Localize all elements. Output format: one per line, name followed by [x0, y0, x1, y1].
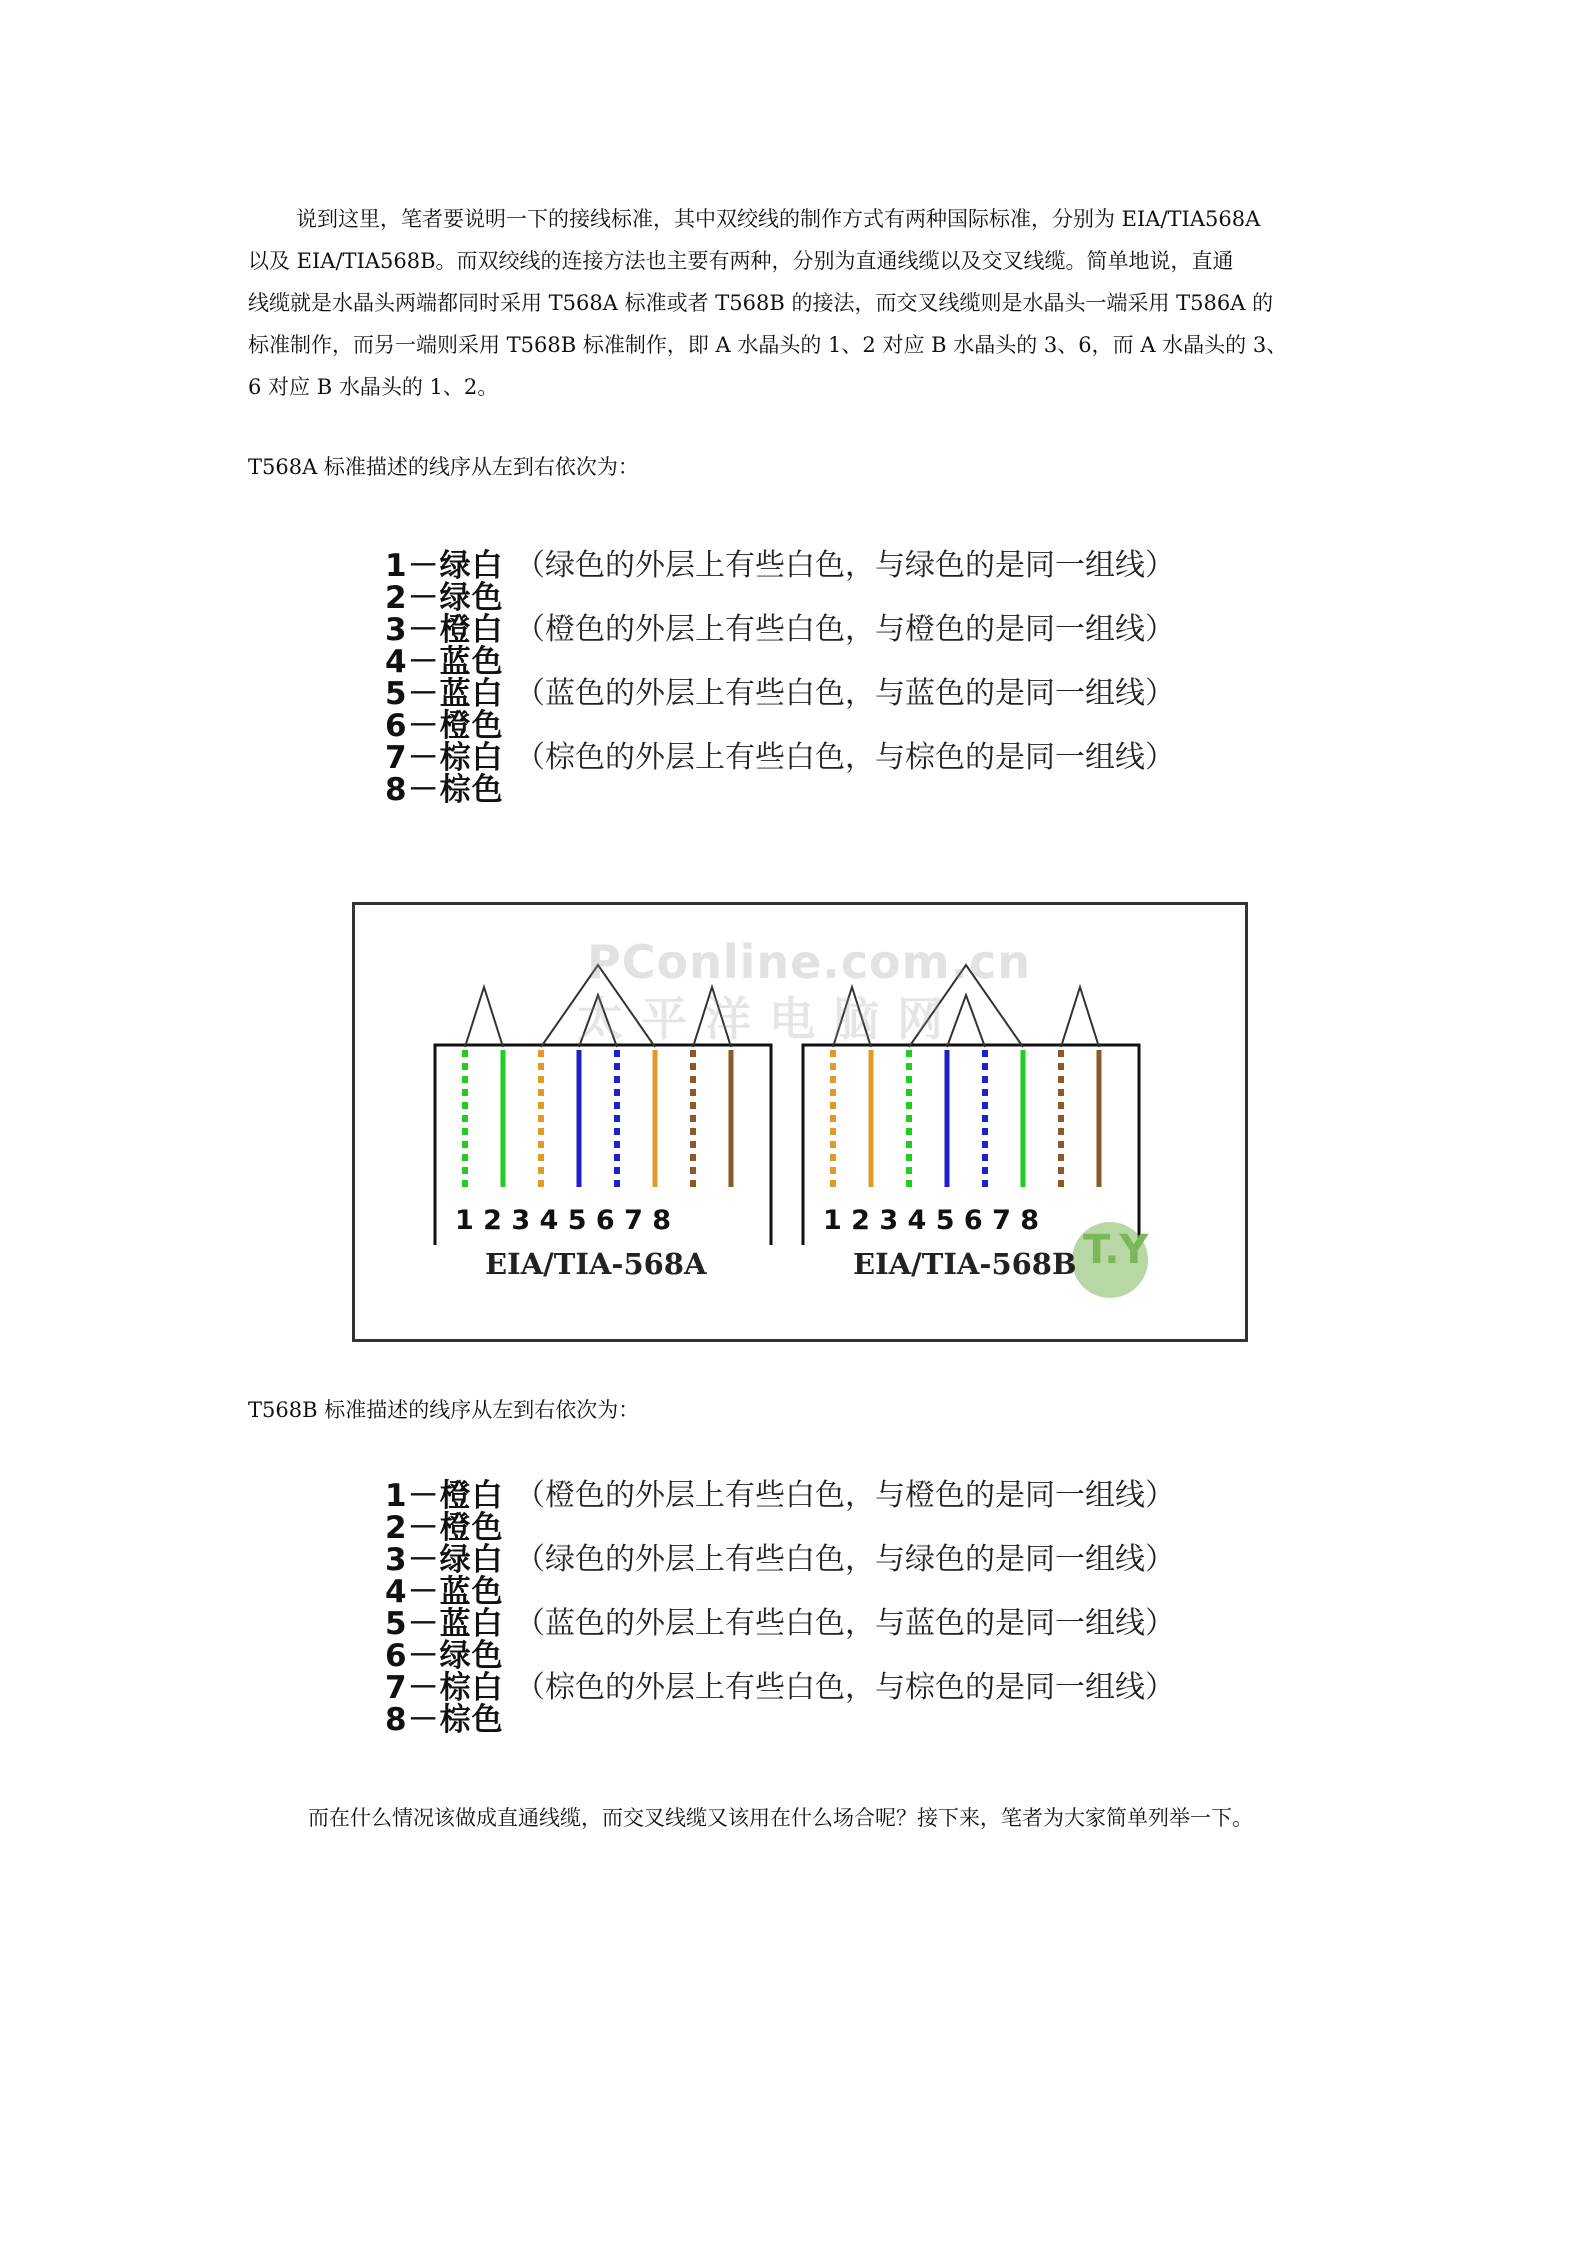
wire-row: [385, 1480, 1215, 1512]
wire-row: [385, 1576, 1215, 1608]
wire-desc: （棕色的外层上有些白色，与棕色的是同一组线）: [515, 740, 1175, 775]
wire-row: [385, 742, 1215, 774]
wire-row: [385, 582, 1215, 614]
wire-row: [385, 614, 1215, 646]
wire-row: [385, 1672, 1215, 1704]
label-568b: EIA/TIA-568B: [853, 1247, 1077, 1281]
wire-row: [385, 550, 1215, 582]
intro-line: 说到这里，笔者要说明一下的接线标准，其中双绞线的制作方式有两种国际标准，分别为 EIA/TIA568A: [296, 207, 1261, 231]
intro-line: 6 对应 B 水晶头的 1、2。: [248, 375, 499, 399]
wire-code: 2－绿色: [385, 580, 504, 616]
wire-code: 7－棕白: [385, 1670, 504, 1706]
label-568a: EIA/TIA-568A: [485, 1247, 707, 1281]
watermark-cn: 太平洋电脑网: [577, 992, 961, 1046]
pair-triangle: [1061, 987, 1099, 1047]
wire-desc: （橙色的外层上有些白色，与橙色的是同一组线）: [515, 612, 1175, 647]
watermark: PConline.com.cn: [587, 935, 1032, 989]
wire-row: [385, 710, 1215, 742]
wire-code: 2－橙色: [385, 1510, 504, 1546]
wire-desc: （蓝色的外层上有些白色，与蓝色的是同一组线）: [515, 1606, 1175, 1641]
wire-row: [385, 774, 1215, 806]
ty-logo: T.Y: [1083, 1227, 1149, 1273]
wire-code: 5－蓝白: [385, 1606, 504, 1642]
wiring-diagram: [352, 902, 1248, 1342]
wire-code: 4－蓝色: [385, 644, 504, 680]
t568a-wire-list: [385, 550, 1215, 806]
intro-line: 标准制作，而另一端则采用 T568B 标准制作，即 A 水晶头的 1、2 对应 B 水晶头的 3、6，而 A 水晶头的 3、: [248, 333, 1288, 357]
wire-desc: （蓝色的外层上有些白色，与蓝色的是同一组线）: [515, 676, 1175, 711]
wire-code: 4－蓝色: [385, 1574, 504, 1610]
wire-code: 1－绿白: [385, 548, 504, 584]
wire-code: 3－绿白: [385, 1542, 504, 1578]
intro-paragraph: [248, 198, 1368, 408]
wire-code: 7－棕白: [385, 740, 504, 776]
wire-code: 6－绿色: [385, 1638, 504, 1674]
wire-desc: （棕色的外层上有些白色，与棕色的是同一组线）: [515, 1670, 1175, 1705]
pin-numbers-a: 1 2 3 4 5 6 7 8: [455, 1205, 672, 1236]
wire-desc: （绿色的外层上有些白色，与绿色的是同一组线）: [515, 548, 1175, 583]
wire-row: [385, 1640, 1215, 1672]
intro-line: 线缆就是水晶头两端都同时采用 T568A 标准或者 T568B 的接法，而交叉线缆则是水晶头一端采用 T586A 的: [248, 291, 1274, 315]
t568b-wire-list: [385, 1480, 1215, 1736]
pin-numbers-b: 1 2 3 4 5 6 7 8: [823, 1205, 1040, 1236]
wire-desc: （绿色的外层上有些白色，与绿色的是同一组线）: [515, 1542, 1175, 1577]
wire-row: [385, 1544, 1215, 1576]
wire-code: 3－橙白: [385, 612, 504, 648]
wire-row: [385, 1512, 1215, 1544]
wire-desc: （橙色的外层上有些白色，与橙色的是同一组线）: [515, 1478, 1175, 1513]
wire-code: 1－橙白: [385, 1478, 504, 1514]
intro-line: 以及 EIA/TIA568B。而双绞线的连接方法也主要有两种，分别为直通线缆以及交叉线缆。简单地说，直通: [248, 249, 1234, 273]
wire-row: [385, 646, 1215, 678]
wire-code: 8－棕色: [385, 1702, 504, 1738]
t568a-caption: T568A 标准描述的线序从左到右依次为：: [248, 455, 639, 479]
wire-code: 8－棕色: [385, 772, 504, 808]
pair-triangle: [465, 987, 503, 1047]
wire-row: [385, 678, 1215, 710]
t568b-caption: T568B 标准描述的线序从左到右依次为：: [248, 1398, 640, 1422]
wire-row: [385, 1608, 1215, 1640]
wire-code: 5－蓝白: [385, 676, 504, 712]
wire-code: 6－橙色: [385, 708, 504, 744]
closing-paragraph: 而在什么情况该做成直通线缆，而交叉线缆又该用在什么场合呢？接下来，笔者为大家简单列举一下。: [308, 1806, 1253, 1830]
wire-row: [385, 1704, 1215, 1736]
